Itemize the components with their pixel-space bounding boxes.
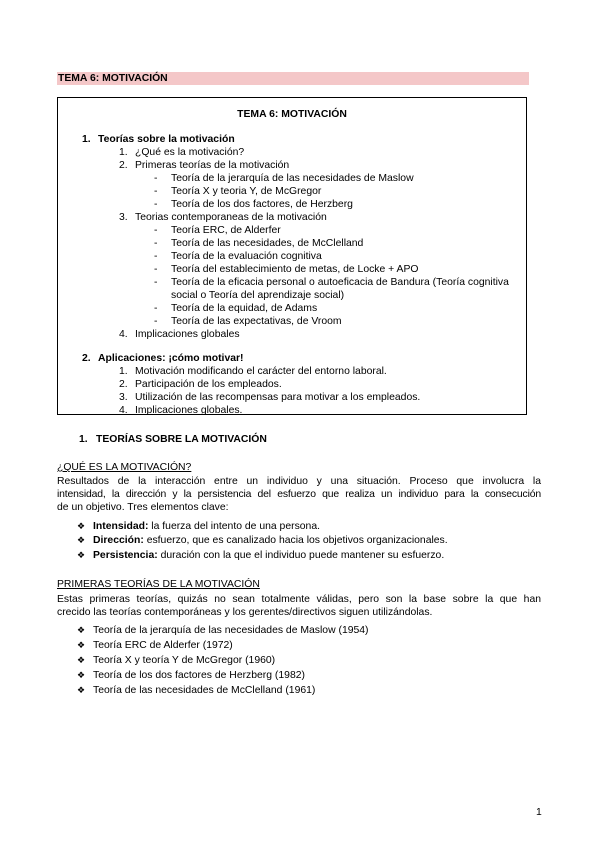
toc-item: Primeras teorías de la motivación (135, 160, 290, 171)
element-desc: duración con la que el individuo puede mantener su esfuerzo. (157, 550, 445, 561)
paragraph-line: Resultados de la interacción entre un individuo y una situación. Proceso que involucra la (57, 476, 541, 487)
toc-subitem-continued: social o Teoría del aprendizaje social) (171, 290, 345, 301)
toc-section1-num: 1. (82, 134, 91, 145)
element-term: Persistencia: (93, 550, 158, 561)
toc-dash: - (154, 303, 158, 314)
toc-item: Motivación modificando el carácter del entorno laboral. (135, 366, 387, 377)
element-item (93, 549, 444, 562)
toc-dash: - (154, 264, 158, 275)
diamond-bullet-icon: ❖ (77, 535, 86, 545)
toc-dash: - (154, 186, 158, 197)
toc-item: Implicaciones globales (135, 329, 240, 340)
toc-dash: - (154, 173, 158, 184)
toc-title: TEMA 6: MOTIVACIÓN (237, 109, 347, 120)
element-item (93, 520, 320, 533)
diamond-bullet-icon: ❖ (77, 670, 86, 680)
diamond-bullet-icon: ❖ (77, 655, 86, 665)
toc-item-num: 2. (119, 160, 128, 171)
toc-section1-title: Teorías sobre la motivación (98, 134, 235, 145)
toc-item-num: 1. (119, 147, 128, 158)
toc-item: ¿Qué es la motivación? (135, 147, 245, 158)
toc-item: Implicaciones globales. (135, 405, 243, 416)
toc-dash: - (154, 316, 158, 327)
element-item (93, 534, 448, 547)
toc-subitem: Teoría de las expectativas, de Vroom (171, 316, 342, 327)
toc-item: Teorias contemporaneas de la motivación (135, 212, 327, 223)
header-title: TEMA 6: MOTIVACIÓN (58, 73, 168, 84)
paragraph-line: crecido las teorías contemporáneas y los gerentes/directivos siguen utilizándolas. (57, 607, 433, 618)
page-number: 1 (536, 807, 542, 818)
toc-item-num: 3. (119, 212, 128, 223)
toc-item-num: 2. (119, 379, 128, 390)
section-heading-num: 1. (79, 434, 88, 445)
diamond-bullet-icon: ❖ (77, 640, 86, 650)
toc-subitem: Teoría de la equidad, de Adams (171, 303, 318, 314)
toc-subitem: Teoría ERC, de Alderfer (171, 225, 281, 236)
toc-item: Utilización de las recompensas para motivar a los empleados. (135, 392, 421, 403)
element-term: Intensidad: (93, 521, 149, 532)
element-term: Dirección: (93, 535, 144, 546)
toc-dash: - (154, 199, 158, 210)
header-band (57, 72, 529, 85)
toc-subitem: Teoría X y teoria Y, de McGregor (171, 186, 322, 197)
diamond-bullet-icon: ❖ (77, 550, 86, 560)
theory-item: Teoría de los dos factores de Herzberg (1982) (93, 670, 305, 681)
theory-item: Teoría de las necesidades de McClelland (1961) (93, 685, 316, 696)
paragraph-line: de un objetivo. Tres elementos clave: (57, 502, 229, 513)
theory-item: Teoría X y teoría Y de McGregor (1960) (93, 655, 276, 666)
toc-item-num: 3. (119, 392, 128, 403)
paragraph-line: Estas primeras teorías, quizás no sean totalmente válidas, pero son la base sobre la que han (57, 594, 541, 605)
theory-item: Teoría de la jerarquía de las necesidades de Maslow (1954) (93, 625, 369, 636)
what-is-paragraph (57, 475, 541, 514)
toc-item-num: 4. (119, 405, 128, 416)
element-desc: esfuerzo, que es canalizado hacia los objetivos organizacionales. (143, 535, 448, 546)
diamond-bullet-icon: ❖ (77, 685, 86, 695)
toc-subitem: Teoría del establecimiento de metas, de Locke + APO (171, 264, 419, 275)
toc-subitem: Teoría de la evaluación cognitiva (171, 251, 322, 262)
toc-section2-title: Aplicaciones: ¡cómo motivar! (98, 353, 244, 364)
toc-dash: - (154, 277, 158, 288)
diamond-bullet-icon: ❖ (77, 625, 86, 635)
toc-dash: - (154, 238, 158, 249)
first-theories-paragraph (57, 593, 541, 619)
toc-item: Participación de los empleados. (135, 379, 282, 390)
toc-item-num: 1. (119, 366, 128, 377)
toc-item-num: 4. (119, 329, 128, 340)
toc-subitem: Teoría de la jerarquía de las necesidades de Maslow (171, 173, 414, 184)
toc-dash: - (154, 251, 158, 262)
toc-subitem: Teoría de la eficacia personal o autoeficacia de Bandura (Teoría cognitiva (171, 277, 509, 288)
element-desc: la fuerza del intento de una persona. (148, 521, 320, 532)
toc-subitem: Teoría de las necesidades, de McClelland (171, 238, 364, 249)
first-theories-heading: PRIMERAS TEORÍAS DE LA MOTIVACIÓN (57, 579, 260, 590)
section-heading-title: TEORÍAS SOBRE LA MOTIVACIÓN (96, 434, 267, 445)
toc-section2-num: 2. (82, 353, 91, 364)
what-is-heading: ¿QUÉ ES LA MOTIVACIÓN? (57, 462, 192, 473)
toc-subitem: Teoría de los dos factores, de Herzberg (171, 199, 353, 210)
toc-dash: - (154, 225, 158, 236)
paragraph-line: intensidad, la dirección y la persistencia del esfuerzo que realiza un individuo para la consecución (57, 489, 541, 500)
diamond-bullet-icon: ❖ (77, 521, 86, 531)
toc-box (57, 97, 527, 415)
theory-item: Teoría ERC de Alderfer (1972) (93, 640, 233, 651)
